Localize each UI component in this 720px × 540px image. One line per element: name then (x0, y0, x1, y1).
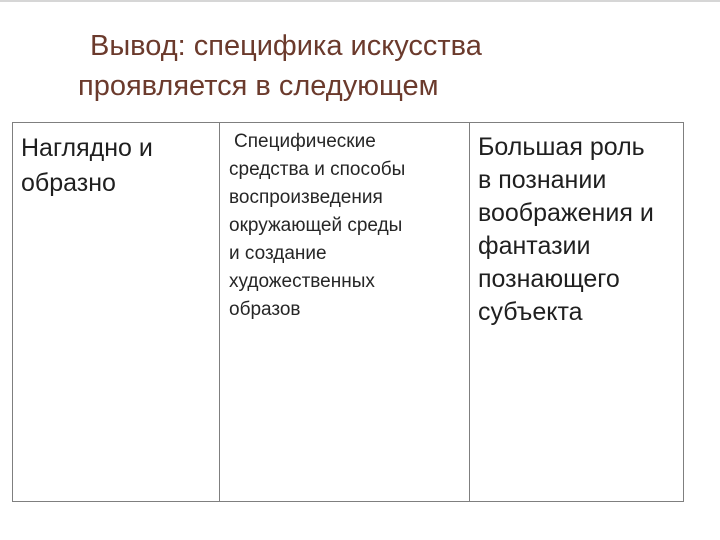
slide-title (78, 26, 678, 106)
title-line-1: Вывод: специфика искусства (90, 30, 482, 62)
cell-line: воображения и (478, 199, 654, 227)
cell-line: художественных (229, 271, 375, 292)
cell-line: средства и способы (229, 159, 406, 180)
cell-line: фантазии (478, 232, 591, 260)
table-cell-visual (13, 123, 220, 502)
cell-line: воспроизведения (229, 187, 383, 208)
cell-line: Специфические (234, 131, 376, 152)
cell-line: Наглядно и (21, 134, 153, 162)
table-row (13, 123, 684, 502)
cell-text-imagination (470, 123, 683, 329)
top-rule (0, 0, 720, 2)
cell-line: образов (229, 299, 301, 320)
cell-line: и создание (229, 243, 327, 264)
cell-line: в познании (478, 166, 607, 194)
cell-line: образно (21, 169, 116, 197)
cell-text-visual (13, 123, 219, 201)
cell-text-means (220, 123, 469, 324)
table-cell-imagination (470, 123, 684, 502)
cell-line: субъекта (478, 298, 583, 326)
cell-line: окружающей среды (229, 215, 403, 236)
table-cell-means (220, 123, 470, 502)
title-line-2: проявляется в следующем (78, 70, 439, 102)
cell-line: познающего (478, 265, 620, 293)
cell-line: Большая роль (478, 133, 645, 161)
content-table (12, 122, 684, 502)
